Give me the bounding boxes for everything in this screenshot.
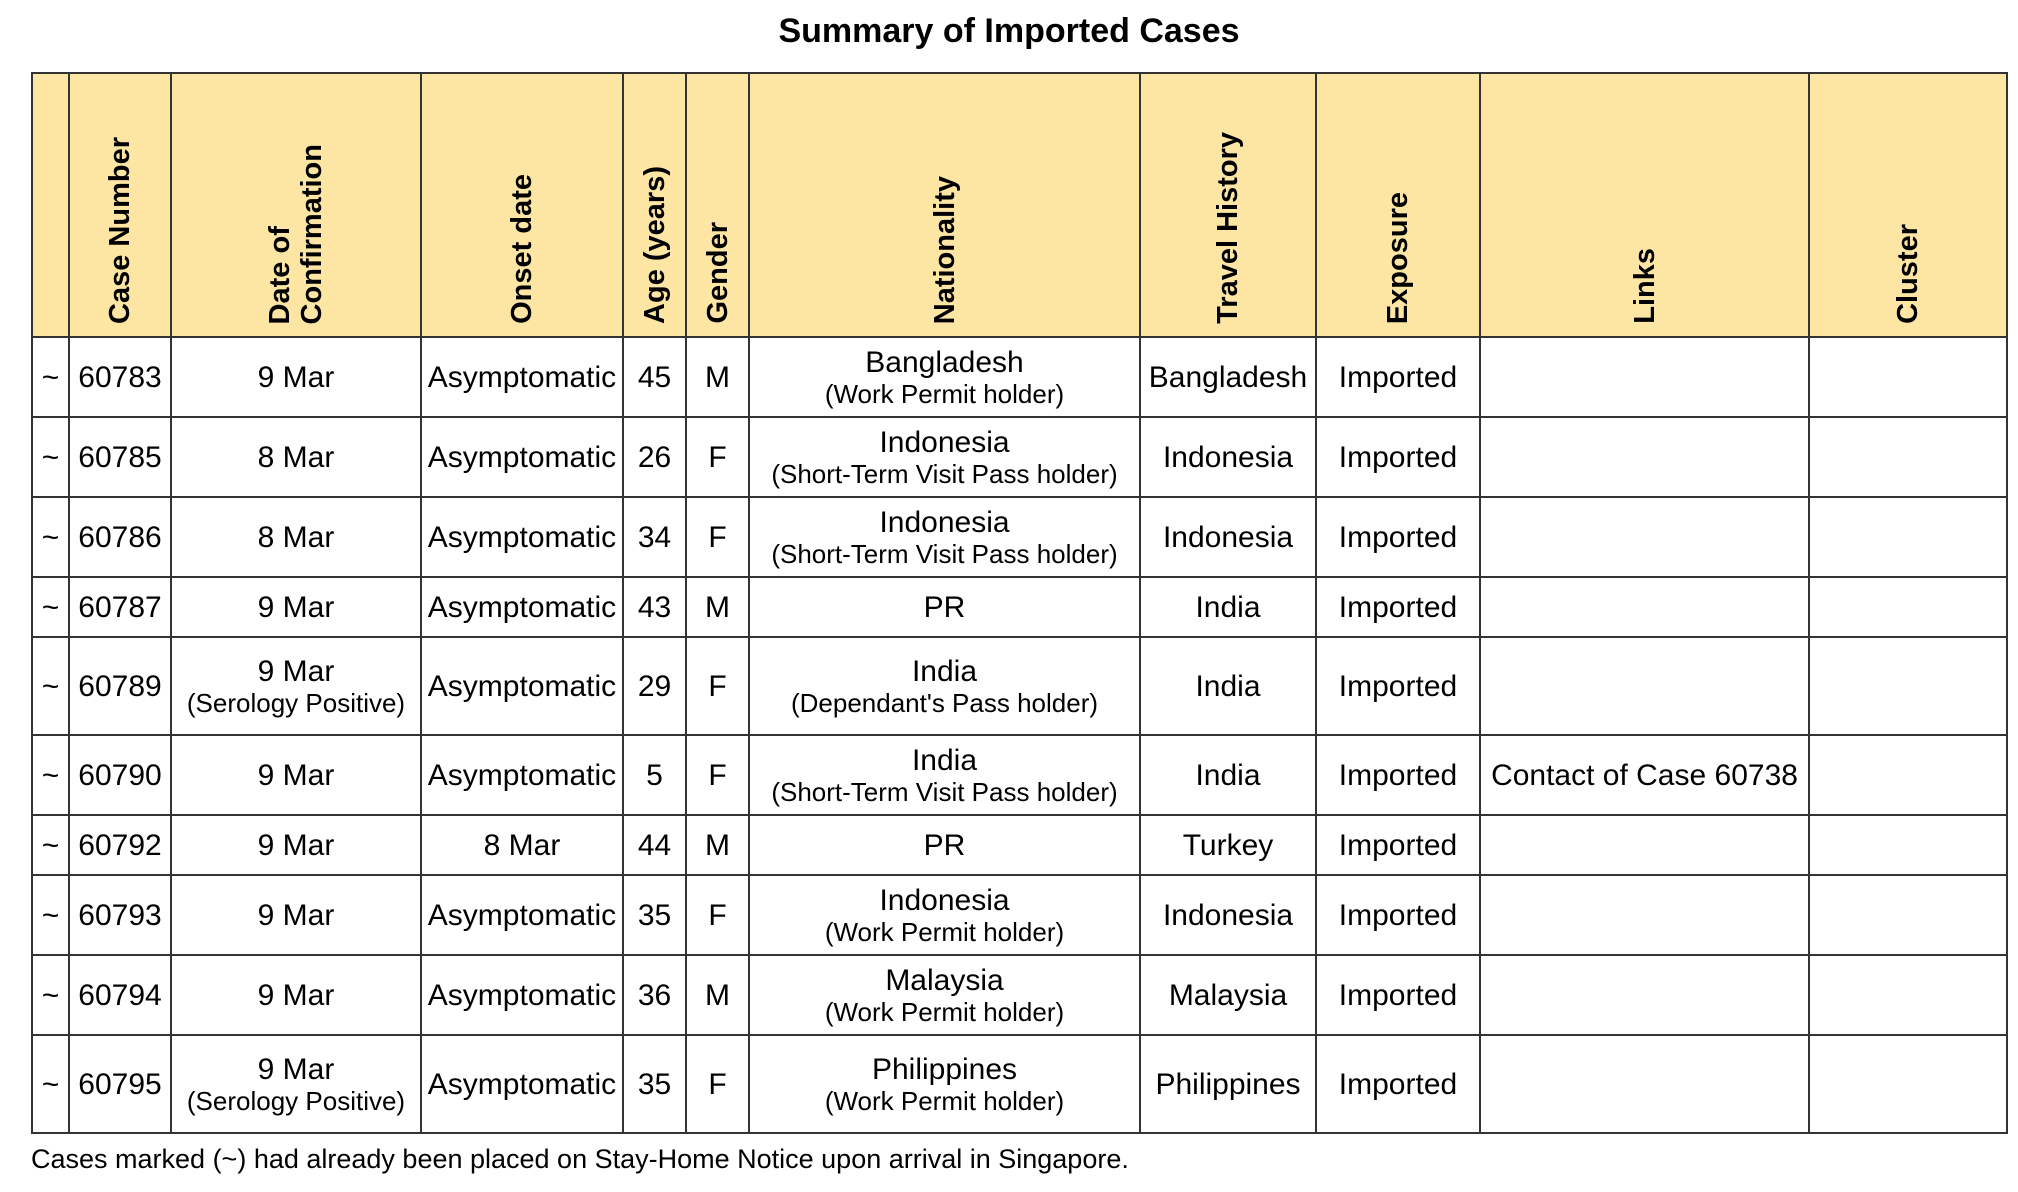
shn-marker-cell: ~ <box>32 497 69 577</box>
gender-header <box>686 73 749 337</box>
date-of-confirmation-cell-main: 9 Mar <box>257 758 335 792</box>
links-cell <box>1480 497 1809 577</box>
cluster-cell <box>1809 1035 2007 1133</box>
date-of-confirmation-cell <box>171 497 421 577</box>
nationality-cell <box>749 577 1140 637</box>
age-cell: 34 <box>623 497 686 577</box>
table-row <box>32 637 2007 735</box>
travel-history-cell: Indonesia <box>1140 417 1316 497</box>
column-header-label: Case Number <box>104 137 136 324</box>
case-number-cell: 60792 <box>69 815 171 875</box>
travel-history-cell: Turkey <box>1140 815 1316 875</box>
travel-history-cell: Bangladesh <box>1140 337 1316 417</box>
table-row <box>32 337 2007 417</box>
travel-history-cell: Philippines <box>1140 1035 1316 1133</box>
date-of-confirmation-cell <box>171 735 421 815</box>
shn-marker-cell: ~ <box>32 875 69 955</box>
date-of-confirmation-cell <box>171 577 421 637</box>
age-cell: 36 <box>623 955 686 1035</box>
column-header-label: Onset date <box>506 174 538 324</box>
exposure-cell: Imported <box>1316 815 1480 875</box>
links-cell <box>1480 1035 1809 1133</box>
age-cell: 43 <box>623 577 686 637</box>
age-cell: 35 <box>623 875 686 955</box>
column-header-label: Date of Confirmation <box>264 143 328 324</box>
age-cell: 29 <box>623 637 686 735</box>
shn-marker-cell: ~ <box>32 637 69 735</box>
links-cell <box>1480 637 1809 735</box>
cluster-cell <box>1809 815 2007 875</box>
table-body <box>32 337 2007 1133</box>
cluster-cell <box>1809 955 2007 1035</box>
links-cell <box>1480 955 1809 1035</box>
nationality-cell-note: (Short-Term Visit Pass holder) <box>771 776 1118 807</box>
footnote: Cases marked (~) had already been placed on Stay-Home Notice upon arrival in Singapore. <box>31 1144 1129 1174</box>
gender-cell: F <box>686 735 749 815</box>
links-cell: Contact of Case 60738 <box>1480 735 1809 815</box>
shn-marker-cell: ~ <box>32 815 69 875</box>
date-of-confirmation-cell <box>171 955 421 1035</box>
age-cell: 35 <box>623 1035 686 1133</box>
travel-history-cell: Malaysia <box>1140 955 1316 1035</box>
age-cell: 5 <box>623 735 686 815</box>
cluster-cell <box>1809 637 2007 735</box>
nationality-cell <box>749 637 1140 735</box>
gender-cell: F <box>686 875 749 955</box>
date-of-confirmation-cell-note: (Serology Positive) <box>186 1085 406 1116</box>
gender-cell: M <box>686 815 749 875</box>
onset-date-header <box>421 73 623 337</box>
case-number-cell: 60789 <box>69 637 171 735</box>
table-row <box>32 1035 2007 1133</box>
date-of-confirmation-cell-main: 9 Mar <box>257 360 335 394</box>
nationality-cell-main: India <box>911 654 978 688</box>
age-cell: 44 <box>623 815 686 875</box>
column-header-label: Nationality <box>928 175 961 324</box>
column-header-label: Cluster <box>1892 224 1924 324</box>
shn-marker-cell: ~ <box>32 955 69 1035</box>
nationality-cell-main: Indonesia <box>879 505 1010 539</box>
onset-date-cell: 8 Mar <box>421 815 623 875</box>
exposure-cell: Imported <box>1316 637 1480 735</box>
nationality-cell-main: PR <box>923 828 966 862</box>
case-number-cell: 60790 <box>69 735 171 815</box>
onset-date-cell: Asymptomatic <box>421 337 623 417</box>
table-row <box>32 735 2007 815</box>
marker-column-header <box>32 73 69 337</box>
cluster-cell <box>1809 337 2007 417</box>
date-of-confirmation-cell <box>171 337 421 417</box>
onset-date-cell: Asymptomatic <box>421 417 623 497</box>
nationality-cell-main: Indonesia <box>879 425 1010 459</box>
date-of-confirmation-cell-main: 9 Mar <box>257 1052 335 1086</box>
case-number-cell: 60785 <box>69 417 171 497</box>
table-row <box>32 497 2007 577</box>
gender-cell: F <box>686 1035 749 1133</box>
nationality-cell <box>749 875 1140 955</box>
onset-date-cell: Asymptomatic <box>421 577 623 637</box>
nationality-cell-main: Malaysia <box>885 963 1004 997</box>
case-number-cell: 60783 <box>69 337 171 417</box>
onset-date-cell: Asymptomatic <box>421 875 623 955</box>
case-number-cell: 60795 <box>69 1035 171 1133</box>
nationality-cell-note: (Dependant's Pass holder) <box>790 687 1099 718</box>
date-of-confirmation-cell-main: 9 Mar <box>257 590 335 624</box>
shn-marker-cell: ~ <box>32 577 69 637</box>
links-header <box>1480 73 1809 337</box>
gender-cell: F <box>686 497 749 577</box>
column-header-label: Gender <box>701 222 734 324</box>
exposure-header <box>1316 73 1480 337</box>
column-header-label: Exposure <box>1382 191 1414 324</box>
cluster-cell <box>1809 735 2007 815</box>
cluster-header <box>1809 73 2007 337</box>
table-row <box>32 417 2007 497</box>
nationality-cell-note: (Work Permit holder) <box>824 916 1065 947</box>
exposure-cell: Imported <box>1316 735 1480 815</box>
date-of-confirmation-cell-main: 9 Mar <box>257 898 335 932</box>
table-row <box>32 577 2007 637</box>
date-of-confirmation-cell <box>171 815 421 875</box>
date-of-confirmation-cell-main: 8 Mar <box>257 440 335 474</box>
cluster-cell <box>1809 417 2007 497</box>
cluster-cell <box>1809 497 2007 577</box>
date-of-confirmation-cell-main: 9 Mar <box>257 654 335 688</box>
travel-history-cell: India <box>1140 735 1316 815</box>
nationality-cell-main: Bangladesh <box>865 345 1024 379</box>
case-number-cell: 60794 <box>69 955 171 1035</box>
table-row <box>32 815 2007 875</box>
case-number-header <box>69 73 171 337</box>
imported-cases-table <box>31 72 2008 1134</box>
age-cell: 26 <box>623 417 686 497</box>
shn-marker-cell: ~ <box>32 417 69 497</box>
age-header <box>623 73 686 337</box>
travel-history-cell: Indonesia <box>1140 875 1316 955</box>
nationality-cell-note: (Short-Term Visit Pass holder) <box>771 538 1118 569</box>
table-row <box>32 875 2007 955</box>
nationality-cell-note: (Work Permit holder) <box>824 1085 1065 1116</box>
travel-history-header <box>1140 73 1316 337</box>
column-header-label: Age (years) <box>638 166 671 324</box>
links-cell <box>1480 875 1809 955</box>
nationality-cell-note: (Short-Term Visit Pass holder) <box>771 458 1118 489</box>
date-of-confirmation-header <box>171 73 421 337</box>
links-cell <box>1480 417 1809 497</box>
exposure-cell: Imported <box>1316 955 1480 1035</box>
date-of-confirmation-cell <box>171 637 421 735</box>
travel-history-cell: India <box>1140 637 1316 735</box>
gender-cell: F <box>686 417 749 497</box>
case-number-cell: 60787 <box>69 577 171 637</box>
case-number-cell: 60786 <box>69 497 171 577</box>
onset-date-cell: Asymptomatic <box>421 637 623 735</box>
onset-date-cell: Asymptomatic <box>421 735 623 815</box>
gender-cell: M <box>686 577 749 637</box>
age-cell: 45 <box>623 337 686 417</box>
nationality-cell-main: Philippines <box>871 1052 1018 1086</box>
exposure-cell: Imported <box>1316 337 1480 417</box>
shn-marker-cell: ~ <box>32 1035 69 1133</box>
nationality-cell-main: India <box>911 743 978 777</box>
date-of-confirmation-cell <box>171 875 421 955</box>
links-cell <box>1480 337 1809 417</box>
exposure-cell: Imported <box>1316 577 1480 637</box>
gender-cell: F <box>686 637 749 735</box>
links-cell <box>1480 577 1809 637</box>
nationality-cell <box>749 337 1140 417</box>
table-row <box>32 955 2007 1035</box>
date-of-confirmation-cell-note: (Serology Positive) <box>186 687 406 718</box>
shn-marker-cell: ~ <box>32 735 69 815</box>
date-of-confirmation-cell-main: 9 Mar <box>257 978 335 1012</box>
nationality-header <box>749 73 1140 337</box>
nationality-cell-note: (Work Permit holder) <box>824 996 1065 1027</box>
cluster-cell <box>1809 577 2007 637</box>
nationality-cell-main: PR <box>923 590 966 624</box>
cluster-cell <box>1809 875 2007 955</box>
date-of-confirmation-cell-main: 9 Mar <box>257 828 335 862</box>
nationality-cell <box>749 417 1140 497</box>
onset-date-cell: Asymptomatic <box>421 1035 623 1133</box>
exposure-cell: Imported <box>1316 875 1480 955</box>
gender-cell: M <box>686 955 749 1035</box>
column-header-label: Links <box>1628 248 1661 324</box>
nationality-cell <box>749 735 1140 815</box>
exposure-cell: Imported <box>1316 1035 1480 1133</box>
nationality-cell <box>749 815 1140 875</box>
links-cell <box>1480 815 1809 875</box>
nationality-cell <box>749 1035 1140 1133</box>
nationality-cell-note: (Work Permit holder) <box>824 378 1065 409</box>
onset-date-cell: Asymptomatic <box>421 497 623 577</box>
nationality-cell <box>749 955 1140 1035</box>
table-header-row <box>32 73 2007 337</box>
gender-cell: M <box>686 337 749 417</box>
exposure-cell: Imported <box>1316 497 1480 577</box>
travel-history-cell: India <box>1140 577 1316 637</box>
nationality-cell-main: Indonesia <box>879 883 1010 917</box>
onset-date-cell: Asymptomatic <box>421 955 623 1035</box>
travel-history-cell: Indonesia <box>1140 497 1316 577</box>
date-of-confirmation-cell-main: 8 Mar <box>257 520 335 554</box>
exposure-cell: Imported <box>1316 417 1480 497</box>
shn-marker-cell: ~ <box>32 337 69 417</box>
date-of-confirmation-cell <box>171 1035 421 1133</box>
case-number-cell: 60793 <box>69 875 171 955</box>
nationality-cell <box>749 497 1140 577</box>
column-header-label: Travel History <box>1212 132 1244 324</box>
page-title: Summary of Imported Cases <box>778 12 1240 50</box>
date-of-confirmation-cell <box>171 417 421 497</box>
